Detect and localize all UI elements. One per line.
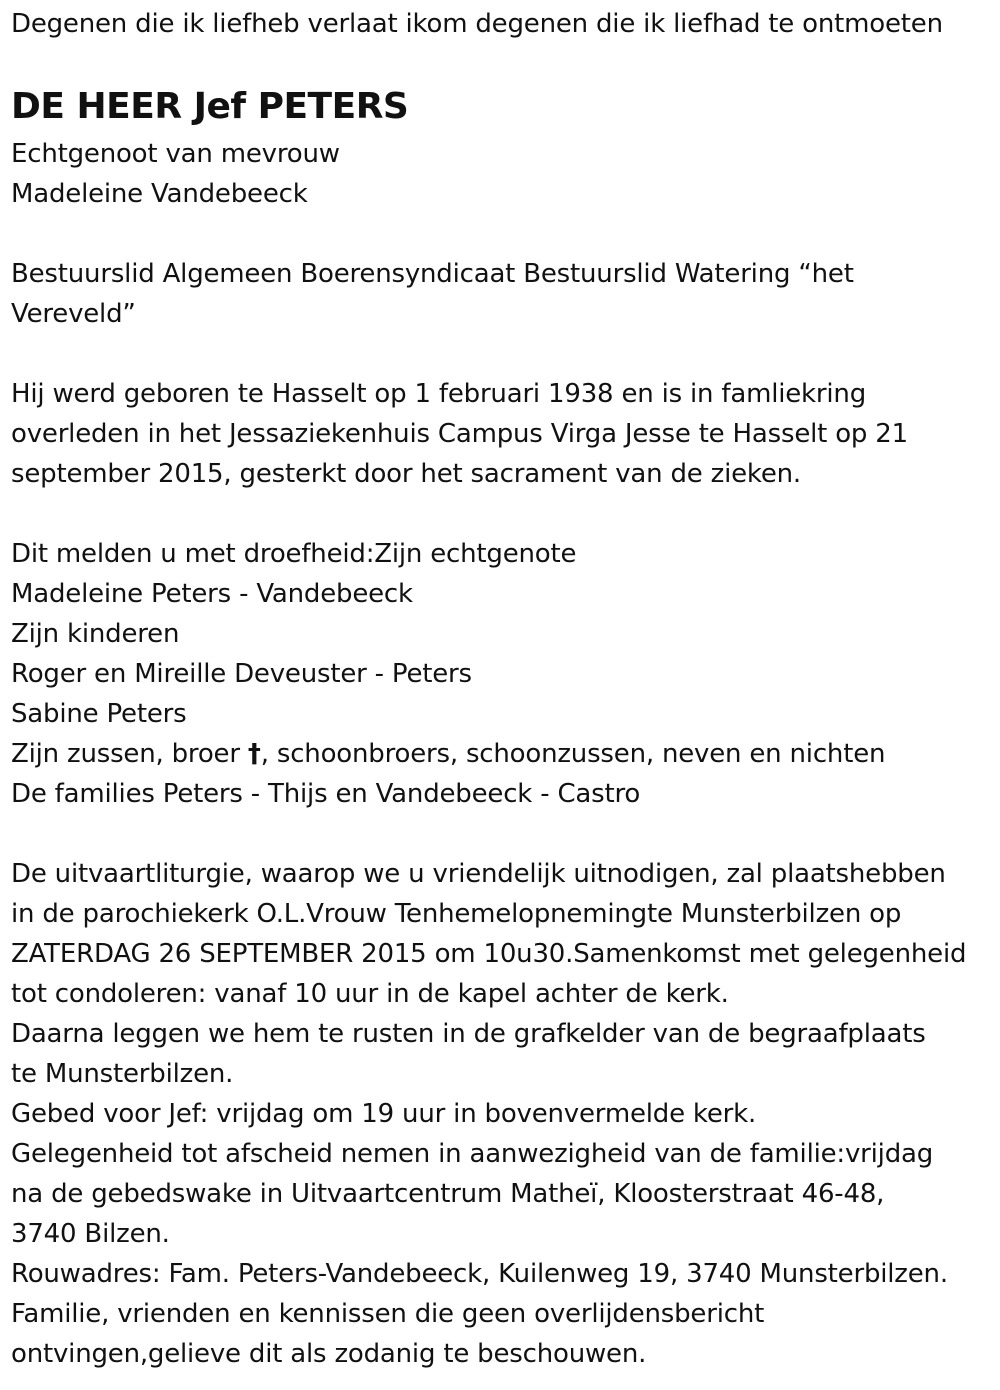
functions-line: Vereveld”: [11, 299, 136, 329]
paragraph-spacer: [11, 214, 991, 254]
spouse-line: Echtgenoot van mevrouw: [11, 139, 340, 169]
ceremony-line: te Munsterbilzen.: [11, 1059, 234, 1089]
paragraph-spacer: [11, 814, 991, 854]
ceremony-line: ontvingen,gelieve dit als zodanig te beschouwen.: [11, 1339, 647, 1369]
family-children-label: Zijn kinderen: [11, 619, 180, 649]
opening-quote: Degenen die ik liefheb verlaat ikom degenen die ik liefhad te ontmoeten: [11, 9, 943, 39]
biography-line: Hij werd geboren te Hasselt op 1 februari 1938 en is in famliekring: [11, 379, 866, 409]
ceremony-line: Gebed voor Jef: vrijdag om 19 uur in bovenvermelde kerk.: [11, 1099, 757, 1129]
family-spouse-name: Madeleine Peters - Vandebeeck: [11, 579, 413, 609]
ceremony-line: Rouwadres: Fam. Peters-Vandebeeck, Kuilenweg 19, 3740 Munsterbilzen.: [11, 1259, 948, 1289]
biography-line: september 2015, gesterkt door het sacrament van de zieken.: [11, 459, 801, 489]
ceremony-line: Daarna leggen we hem te rusten in de grafkelder van de begraafplaats: [11, 1019, 926, 1049]
family-intro: Dit melden u met droefheid:Zijn echtgenote: [11, 539, 577, 569]
obituary-body: [11, 134, 991, 1374]
ceremony-line: tot condoleren: vanaf 10 uur in de kapel achter de kerk.: [11, 979, 729, 1009]
family-siblings-line: [11, 734, 991, 774]
biography-line: overleden in het Jessaziekenhuis Campus Virga Jesse te Hasselt op 21: [11, 419, 908, 449]
siblings-prefix: Zijn zussen, broer: [11, 739, 248, 769]
ceremony-line: in de parochiekerk O.L.Vrouw Tenhemelopnemingte Munsterbilzen op: [11, 899, 902, 929]
family-child: Sabine Peters: [11, 699, 187, 729]
ceremony-line: na de gebedswake in Uitvaartcentrum Matheï, Kloosterstraat 46-48,: [11, 1179, 885, 1209]
ceremony-line: ZATERDAG 26 SEPTEMBER 2015 om 10u30.Samenkomst met gelegenheid: [11, 939, 967, 969]
spouse-name-line: Madeleine Vandebeeck: [11, 179, 308, 209]
ceremony-line: 3740 Bilzen.: [11, 1219, 170, 1249]
paragraph-spacer: [11, 334, 991, 374]
deceased-name-title: DE HEER Jef PETERS: [11, 86, 409, 127]
family-families-line: De families Peters - Thijs en Vandebeeck - Castro: [11, 779, 641, 809]
ceremony-line: De uitvaartliturgie, waarop we u vriendelijk uitnodigen, zal plaatshebben: [11, 859, 946, 889]
family-child: Roger en Mireille Deveuster - Peters: [11, 659, 472, 689]
siblings-suffix: , schoonbroers, schoonzussen, neven en nichten: [260, 739, 886, 769]
cross-icon: †: [247, 739, 261, 769]
ceremony-line: Gelegenheid tot afscheid nemen in aanwezigheid van de familie:vrijdag: [11, 1139, 934, 1169]
paragraph-spacer: [11, 494, 991, 534]
functions-line: Bestuurslid Algemeen Boerensyndicaat Bestuurslid Watering “het: [11, 259, 854, 289]
ceremony-line: Familie, vrienden en kennissen die geen overlijdensbericht: [11, 1299, 765, 1329]
